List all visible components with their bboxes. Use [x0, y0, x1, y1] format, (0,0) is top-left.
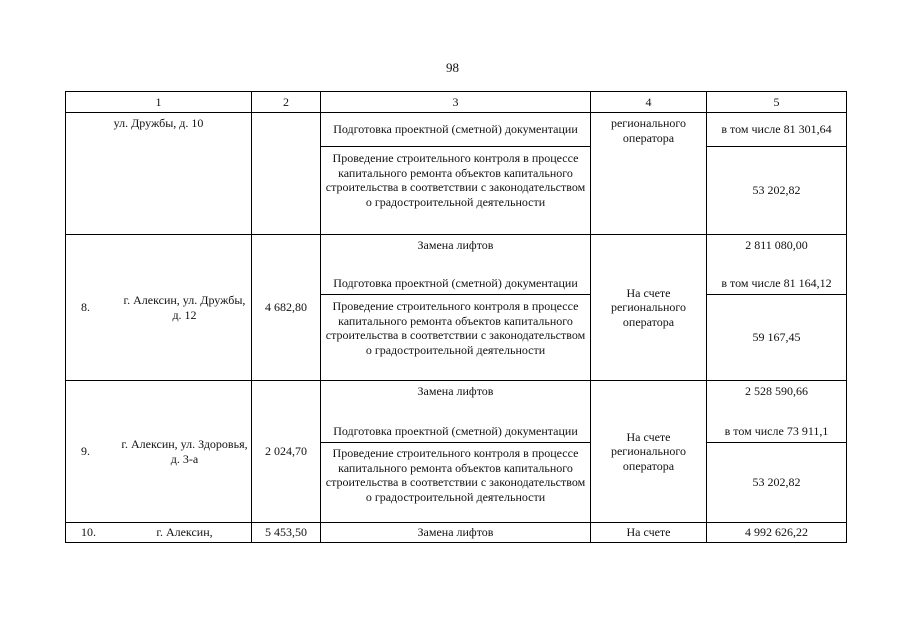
address-cell — [66, 235, 252, 381]
sum-control-cell: 53 202,82 — [707, 443, 847, 523]
work-control-cell: Проведение строительного контроля в процессе капитального ремонта объектов капитального строительства в соответствии с законодательством о градостроительной деятельности — [321, 147, 591, 235]
header-col-5: 5 — [707, 92, 847, 113]
sum-total-cell: 4 992 626,22 — [707, 523, 847, 543]
work-cell — [321, 381, 591, 443]
table-header-row — [66, 92, 847, 113]
work-cell — [321, 235, 591, 295]
address-cell — [66, 113, 252, 235]
work-design-cell: Подготовка проектной (сметной) документации — [321, 113, 591, 147]
work-control-cell: Проведение строительного контроля в процессе капитального ремонта объектов капитального строительства в соответствии с законодательством о градостроительной деятельности — [321, 443, 591, 523]
table-row — [66, 113, 847, 147]
account-cell: На счете регионального оператора — [591, 381, 707, 523]
account-cell: На счете регионального оператора — [591, 235, 707, 381]
work-design: Подготовка проектной (сметной) документации — [333, 423, 578, 438]
table-row — [66, 235, 847, 295]
sum-design: в том числе 81 164,12 — [721, 275, 832, 290]
header-col-3: 3 — [321, 92, 591, 113]
work-lifts: Замена лифтов — [417, 384, 494, 398]
table-row — [66, 381, 847, 443]
work-lifts-cell: Замена лифтов — [321, 523, 591, 543]
account-cell: регионального оператора — [591, 113, 707, 235]
row-number: 9. — [81, 444, 90, 459]
sum-cell — [707, 235, 847, 295]
account-cell: На счете — [591, 523, 707, 543]
sum-total: 2 811 080,00 — [745, 238, 808, 252]
sum-design: в том числе 73 911,1 — [724, 423, 829, 438]
area-cell — [252, 113, 321, 235]
address-text: г. Алексин, ул. Дружбы, д. 12 — [123, 293, 246, 322]
header-col-2: 2 — [252, 92, 321, 113]
table-row — [66, 523, 847, 543]
capital-repair-table — [65, 91, 847, 543]
address-text: г. Алексин, — [156, 525, 213, 540]
address-text: г. Алексин, ул. Здоровья, д. 3-а — [121, 437, 248, 466]
address-cell — [66, 523, 252, 543]
address-cell — [66, 381, 252, 523]
header-col-1: 1 — [66, 92, 252, 113]
work-control-cell: Проведение строительного контроля в процессе капитального ремонта объектов капитального строительства в соответствии с законодательством о градостроительной деятельности — [321, 295, 591, 381]
work-lifts: Замена лифтов — [417, 238, 494, 252]
sum-design-cell: в том числе 81 301,64 — [707, 113, 847, 147]
area-cell: 5 453,50 — [252, 523, 321, 543]
sum-total: 2 528 590,66 — [745, 384, 808, 398]
sum-cell — [707, 381, 847, 443]
page-number: 98 — [446, 60, 459, 75]
row-number: 10. — [81, 525, 96, 540]
area-cell: 4 682,80 — [252, 235, 321, 381]
row-number: 8. — [81, 300, 90, 315]
sum-control-cell: 59 167,45 — [707, 295, 847, 381]
header-col-4: 4 — [591, 92, 707, 113]
area-cell: 2 024,70 — [252, 381, 321, 523]
sum-control-cell: 53 202,82 — [707, 147, 847, 235]
work-design: Подготовка проектной (сметной) документации — [333, 275, 578, 290]
address-text: ул. Дружбы, д. 10 — [113, 116, 204, 130]
